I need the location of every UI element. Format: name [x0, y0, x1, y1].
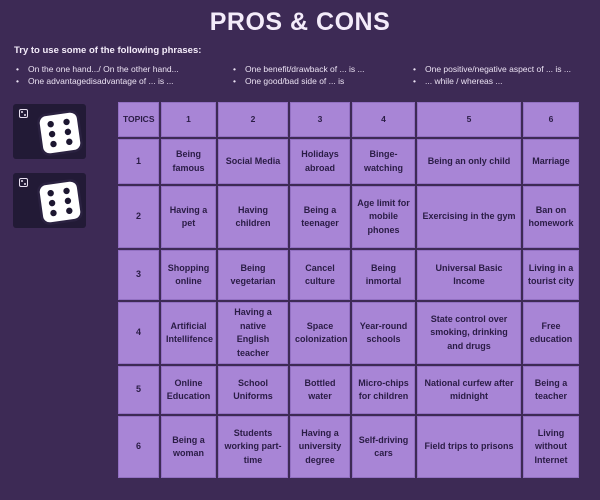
- topic-cell: Self-driving cars: [352, 416, 415, 478]
- topic-cell: State control over smoking, drinking and drugs: [417, 302, 521, 364]
- topic-cell: Universal Basic Income: [417, 250, 521, 300]
- topic-cell: Being vegetarian: [218, 250, 288, 300]
- phrase-item: • One advantagedisadvantage of ... is ...: [16, 76, 179, 86]
- row-number: 2: [118, 186, 159, 248]
- header-col-1: 1: [161, 102, 216, 137]
- topic-cell: Artificial Intellifence: [161, 302, 216, 364]
- topic-cell: Exercising in the gym: [417, 186, 521, 248]
- topic-cell: Living in a tourist city: [523, 250, 579, 300]
- topic-cell: Being inmortal: [352, 250, 415, 300]
- topics-table: [116, 100, 581, 480]
- topic-cell: Holidays abroad: [290, 139, 350, 184]
- dice-six-icon: [37, 110, 83, 156]
- dice-six-icon: [37, 179, 83, 225]
- topic-cell: Students working part-time: [218, 416, 288, 478]
- topic-cell: Being famous: [161, 139, 216, 184]
- table-row: [118, 250, 579, 300]
- topic-cell: School Uniforms: [218, 366, 288, 414]
- table-row: [118, 416, 579, 478]
- row-number: 3: [118, 250, 159, 300]
- phrase-item: • One good/bad side of ... is: [233, 76, 365, 86]
- dice-widget-2[interactable]: [13, 173, 86, 228]
- topic-cell: Having a pet: [161, 186, 216, 248]
- topic-cell: Micro-chips for children: [352, 366, 415, 414]
- table-row: [118, 366, 579, 414]
- topic-cell: Being a teenager: [290, 186, 350, 248]
- topic-cell: Marriage: [523, 139, 579, 184]
- topic-cell: National curfew after midnight: [417, 366, 521, 414]
- phrase-list-3: [413, 64, 571, 88]
- dice-widget-1[interactable]: [13, 104, 86, 159]
- row-number: 6: [118, 416, 159, 478]
- phrase-list-2: [233, 64, 365, 88]
- header-col-3: 3: [290, 102, 350, 137]
- topic-cell: Online Education: [161, 366, 216, 414]
- instructions: Try to use some of the following phrases:: [14, 45, 202, 56]
- topic-cell: Having children: [218, 186, 288, 248]
- topic-cell: Year-round schools: [352, 302, 415, 364]
- topic-cell: Ban on homework: [523, 186, 579, 248]
- phrase-item: • One positive/negative aspect of ... is ...: [413, 64, 571, 74]
- header-col-5: 5: [417, 102, 521, 137]
- topic-cell: Binge-watching: [352, 139, 415, 184]
- dice-mini-icon[interactable]: [19, 178, 28, 187]
- topic-cell: Having a native English teacher: [218, 302, 288, 364]
- header-topics: TOPICS: [118, 102, 159, 137]
- phrase-list-1: [16, 64, 179, 88]
- table-row: [118, 302, 579, 364]
- topic-cell: Having a university degree: [290, 416, 350, 478]
- row-number: 4: [118, 302, 159, 364]
- topic-cell: Cancel culture: [290, 250, 350, 300]
- topic-cell: Space colonization: [290, 302, 350, 364]
- topic-cell: Shopping online: [161, 250, 216, 300]
- dice-mini-icon[interactable]: [19, 109, 28, 118]
- header-col-2: 2: [218, 102, 288, 137]
- topic-cell: Bottled water: [290, 366, 350, 414]
- table-row: [118, 139, 579, 184]
- phrase-item: • On the one hand.../ On the other hand...: [16, 64, 179, 74]
- header-col-4: 4: [352, 102, 415, 137]
- topic-cell: Living without Internet: [523, 416, 579, 478]
- table-header-row: [118, 102, 579, 137]
- row-number: 1: [118, 139, 159, 184]
- topic-cell: Being an only child: [417, 139, 521, 184]
- topic-cell: Being a woman: [161, 416, 216, 478]
- topic-cell: Being a teacher: [523, 366, 579, 414]
- topic-cell: Age limit for mobile phones: [352, 186, 415, 248]
- phrase-item: • ... while / whereas ...: [413, 76, 571, 86]
- table-row: [118, 186, 579, 248]
- phrase-item: • One benefit/drawback of ... is ...: [233, 64, 365, 74]
- topic-cell: Free education: [523, 302, 579, 364]
- topic-cell: Social Media: [218, 139, 288, 184]
- page-title: PROS & CONS: [209, 8, 391, 36]
- row-number: 5: [118, 366, 159, 414]
- topic-cell: Field trips to prisons: [417, 416, 521, 478]
- header-col-6: 6: [523, 102, 579, 137]
